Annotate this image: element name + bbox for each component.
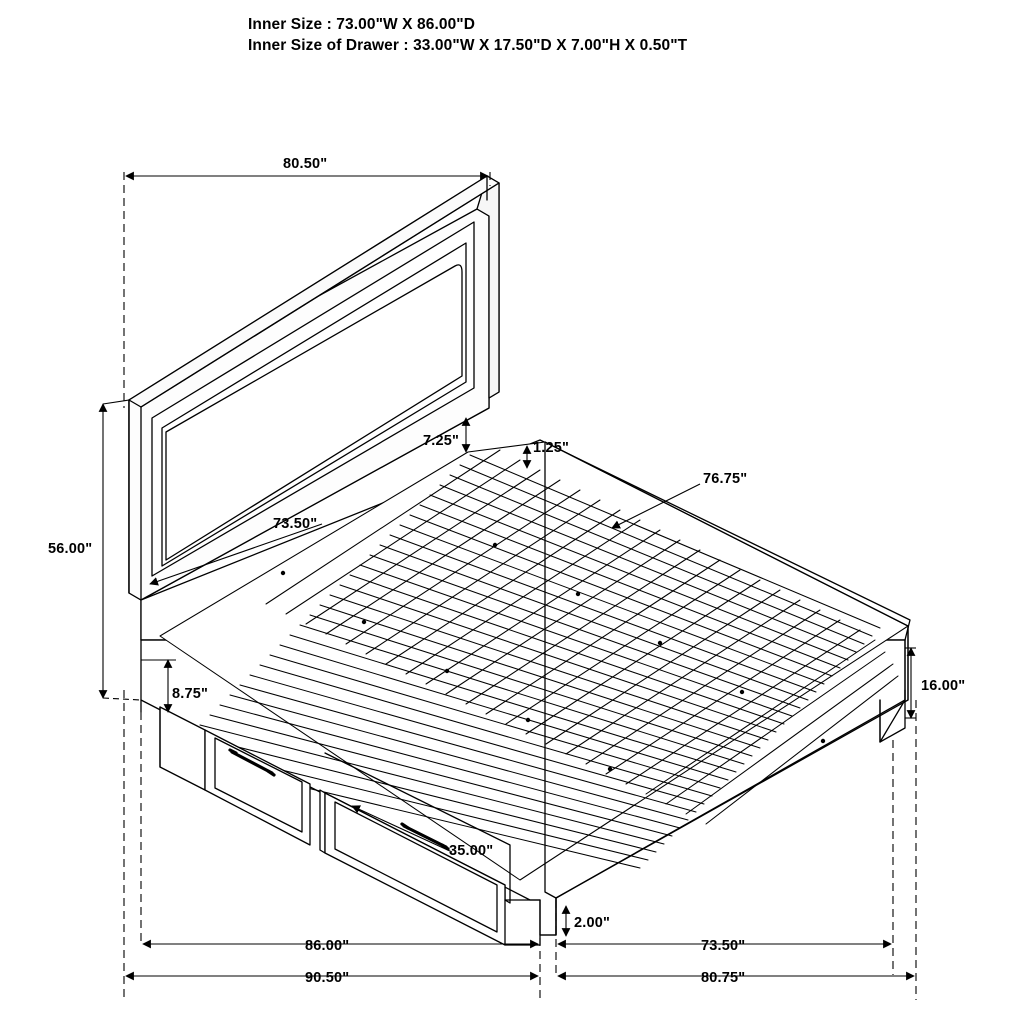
dim-drawer-width: 35.00"	[449, 843, 494, 859]
dim-footboard-height: 16.00"	[921, 678, 966, 694]
dim-footboard-width: 73.50"	[701, 938, 746, 954]
dim-overall-depth: 90.50"	[305, 970, 350, 986]
inner-size-line-2: Inner Size of Drawer : 33.00"W X 17.50"D X 7.00"H X 0.50"T	[248, 37, 688, 54]
dim-bed-depth: 86.00"	[305, 938, 350, 954]
dim-overall-height: 56.00"	[48, 541, 93, 557]
dim-overall-width: 80.75"	[701, 970, 746, 986]
dim-headboard-width: 80.50"	[283, 156, 328, 172]
dim-leg-clearance: 2.00"	[574, 915, 611, 931]
dim-drawer-front-height: 8.75"	[172, 686, 209, 702]
dim-rail-thickness: 1.25"	[533, 440, 570, 456]
dim-inner-width: 73.50"	[273, 516, 318, 532]
inner-size-line-1: Inner Size : 73.00"W X 86.00"D	[248, 16, 476, 33]
dim-side-rail-length: 76.75"	[703, 471, 748, 487]
dim-headboard-panel-height: 7.25"	[423, 433, 460, 449]
